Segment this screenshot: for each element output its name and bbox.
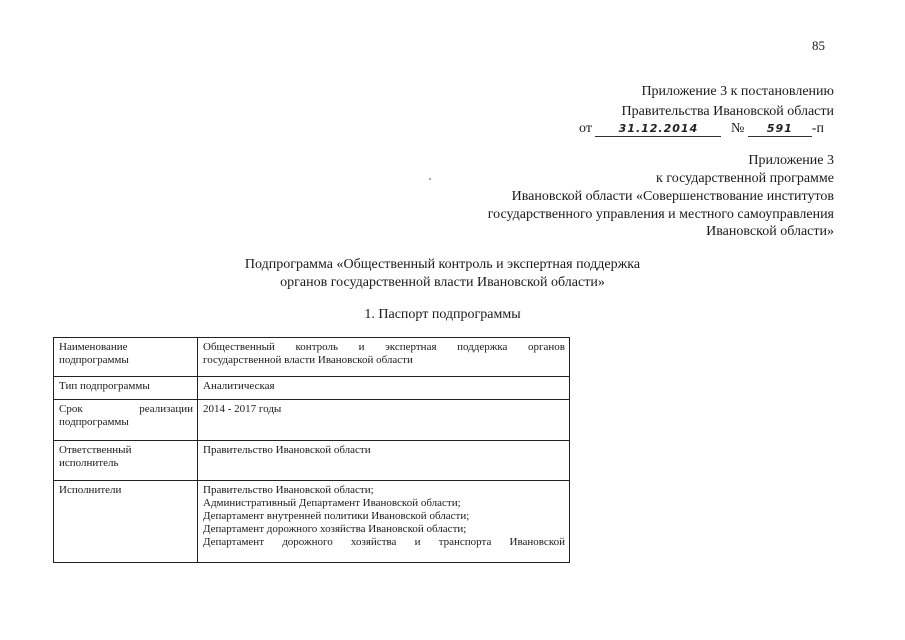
passport-value-cell (198, 338, 570, 377)
decree-number-handwritten: 591 (766, 122, 793, 135)
table-row (54, 338, 570, 377)
passport-label-line: реализации (139, 403, 193, 415)
program-appendix-line-1: Приложение 3 (748, 153, 834, 168)
table-row (54, 441, 570, 481)
table-row (54, 400, 570, 441)
decree-number-suffix: -п (811, 121, 824, 136)
table-row (54, 481, 570, 563)
passport-label-line: подпрограммы (59, 354, 129, 366)
table-row (54, 377, 570, 400)
page-number: 85 (812, 38, 825, 53)
passport-value-line: Департамент внутренней политики Ивановской области; (203, 510, 470, 522)
passport-label-line: Срок (59, 403, 83, 415)
decree-appendix-line-1: Приложение 3 к постановлению (641, 84, 834, 99)
passport-value-line: Правительство Ивановской области; (203, 484, 374, 496)
section-heading: 1. Паспорт подпрограммы (364, 307, 521, 322)
passport-value-line: Административный Департамент Ивановской области; (203, 497, 461, 509)
scan-speck (429, 178, 431, 180)
decree-date-handwritten: 31.12.2014 (618, 122, 699, 135)
program-appendix-line-2: к государственной программе (656, 171, 834, 186)
passport-label-line: Наименование (59, 341, 128, 353)
passport-label-cell (54, 338, 198, 377)
decree-number-field (748, 121, 812, 137)
passport-label-cell (54, 377, 198, 400)
program-appendix-line-3: Ивановской области «Совершенствование институтов (511, 189, 834, 204)
passport-value-line: Общественный контроль и экспертная поддержка органов (203, 341, 565, 353)
decree-date-field (595, 121, 721, 137)
from-label: от (579, 121, 592, 136)
program-appendix-line-5: Ивановской области» (706, 224, 834, 239)
passport-label-line: Ответственный (59, 444, 132, 456)
number-label: № (730, 121, 745, 136)
passport-label-line: исполнитель (59, 457, 119, 469)
passport-label-line: подпрограммы (59, 416, 129, 428)
decree-date-number-line (579, 121, 824, 137)
passport-value-line: Правительство Ивановской области (203, 444, 371, 456)
passport-value-cell (198, 400, 570, 441)
passport-label-cell (54, 441, 198, 481)
passport-label-line: Исполнители (59, 484, 122, 496)
passport-value-cell (198, 377, 570, 400)
subprogram-title-line-2: органов государственной власти Ивановской области» (280, 275, 605, 290)
passport-value-line: Департамент дорожного хозяйства и транспорта Ивановской (203, 536, 565, 548)
passport-value-line: 2014 - 2017 годы (203, 403, 282, 415)
program-appendix-line-4: государственного управления и местного самоуправления (487, 207, 834, 222)
passport-label-cell (54, 400, 198, 441)
passport-label-line: Тип подпрограммы (59, 380, 150, 392)
passport-value-cell (198, 441, 570, 481)
subprogram-title-line-1: Подпрограмма «Общественный контроль и экспертная поддержка (244, 257, 641, 272)
passport-value-line: государственной власти Ивановской области (203, 354, 413, 366)
passport-label-cell (54, 481, 198, 563)
decree-appendix-line-2: Правительства Ивановской области (621, 104, 834, 119)
passport-table (53, 337, 570, 563)
passport-value-line: Департамент дорожного хозяйства Ивановской области; (203, 523, 467, 535)
passport-value-cell (198, 481, 570, 563)
passport-value-line: Аналитическая (203, 380, 275, 392)
